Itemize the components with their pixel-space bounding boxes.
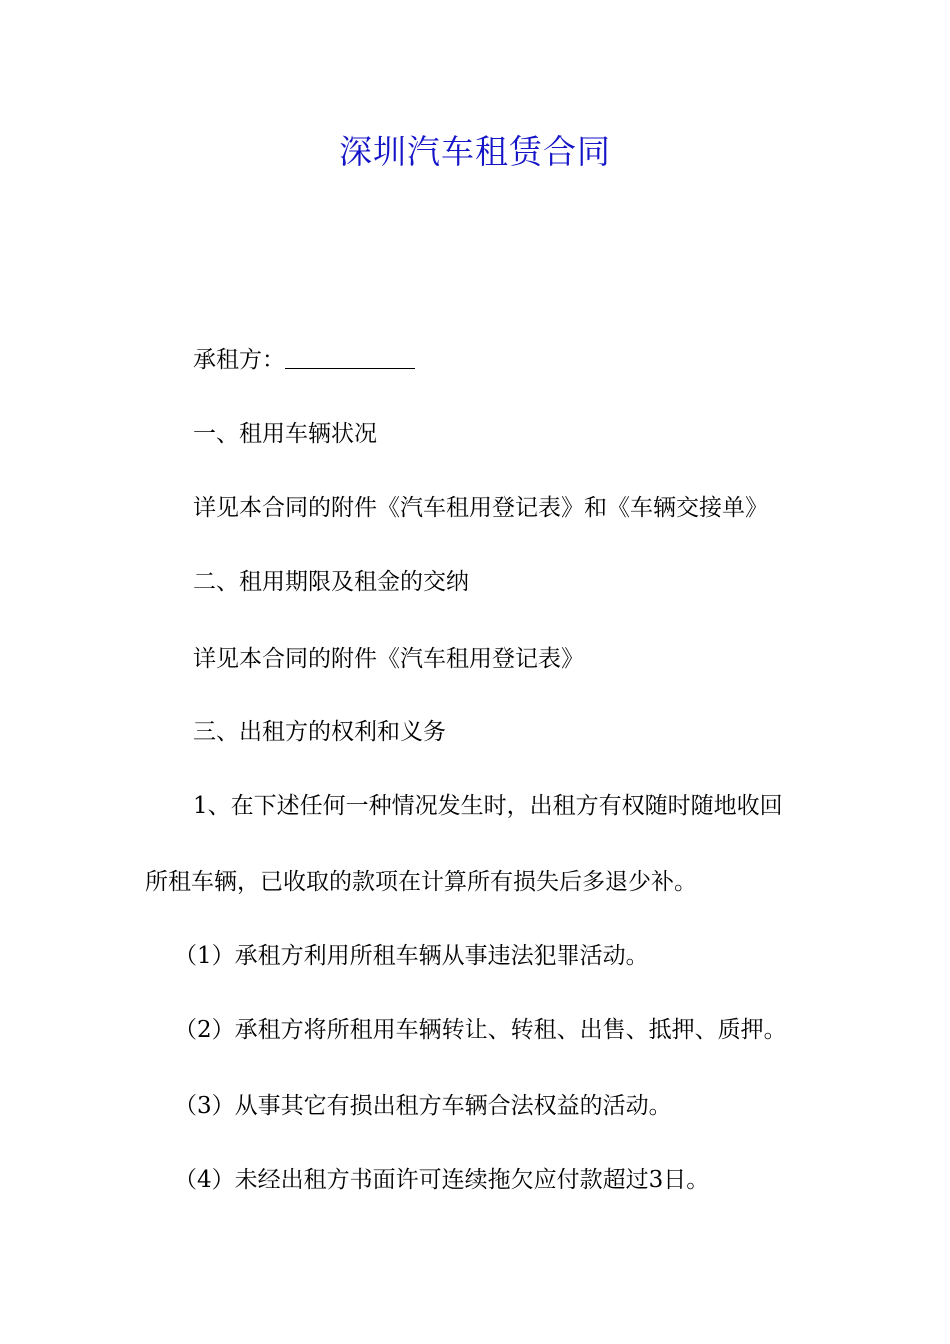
section2-text: 详见本合同的附件《汽车租用登记表》: [193, 646, 584, 672]
clause1-line2: 所租车辆，已收取的款项在计算所有损失后多退少补。: [145, 869, 697, 895]
document-title: 深圳汽车租赁合同: [339, 132, 611, 171]
section2-heading: 二、租用期限及租金的交纳: [193, 569, 469, 595]
item3: （3）从事其它有损出租方车辆合法权益的活动。: [174, 1093, 672, 1119]
section1-text: 详见本合同的附件《汽车租用登记表》和《车辆交接单》: [193, 495, 768, 521]
lessee-label: 承租方：: [193, 347, 285, 373]
item4: （4）未经出租方书面许可连续拖欠应付款超过3日。: [174, 1167, 710, 1193]
clause1-line1: 1、在下述任何一种情况发生时，出租方有权随时随地收回: [193, 793, 783, 819]
lessee-line: [0, 343, 950, 377]
section3-heading: 三、出租方的权利和义务: [193, 719, 446, 745]
lessee-blank: [285, 346, 415, 369]
item2: （2）承租方将所租用车辆转让、转租、出售、抵押、质押。: [174, 1017, 787, 1043]
section1-heading: 一、租用车辆状况: [193, 421, 377, 447]
item1: （1）承租方利用所租车辆从事违法犯罪活动。: [174, 943, 649, 969]
